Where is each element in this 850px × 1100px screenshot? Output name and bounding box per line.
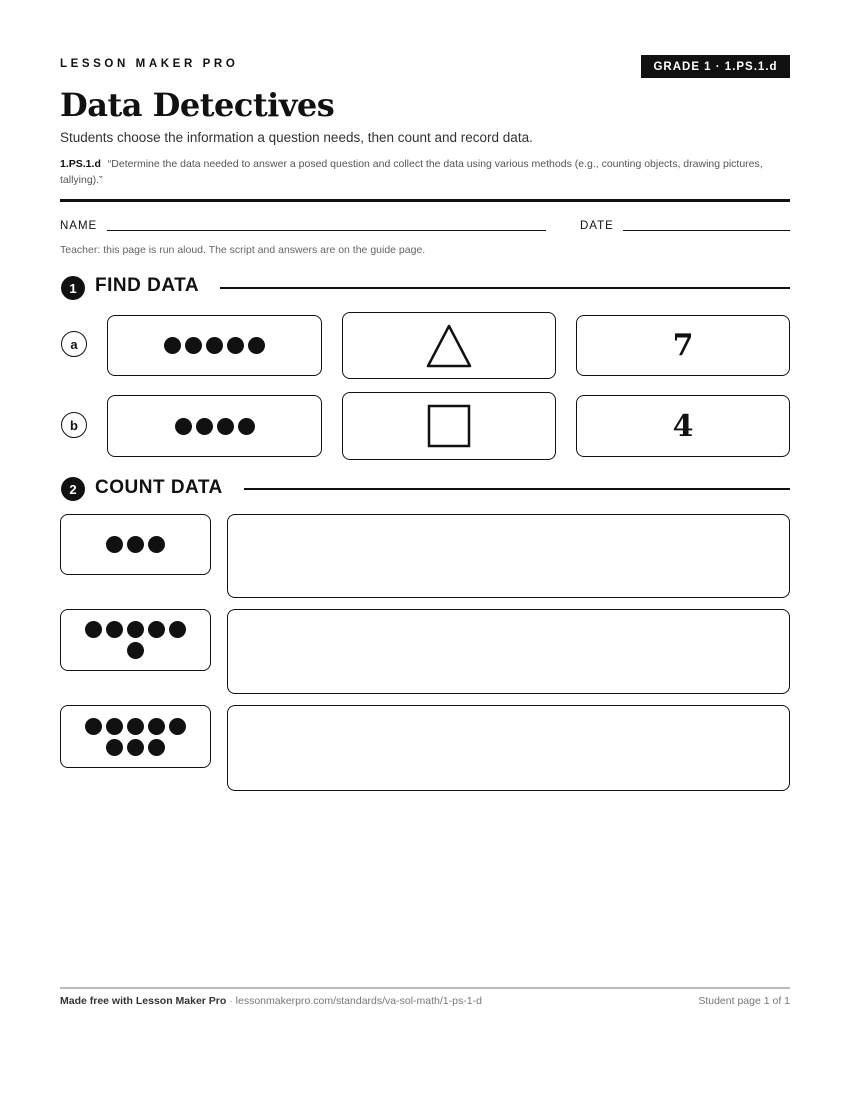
standard-description [60,156,790,188]
footer-page-number: Student page 1 of 1 [698,995,790,1007]
dot-group [175,418,255,435]
counting-dot [148,621,165,638]
counting-dot [164,337,181,354]
row-a-shape-card[interactable] [342,312,556,379]
counting-dot [127,536,144,553]
counting-dot [127,642,144,659]
standard-text: “Determine the data needed to answer a posed question and collect the data using various methods (e.g., counting objects, drawing pictures, tallying).” [60,158,763,186]
section-1-title: FIND DATA [95,275,200,296]
section-2-title: COUNT DATA [95,477,223,498]
dot-row [106,739,165,756]
row-b-dots-card[interactable] [107,395,322,457]
count-row-3-answer-box[interactable] [227,705,790,791]
date-label: DATE [580,220,614,232]
page-subtitle: Students choose the information a question needs, then count and record data. [60,130,533,145]
count-row-1-answer-box[interactable] [227,514,790,598]
counting-dot [127,621,144,638]
row-a-number-card[interactable] [576,315,790,376]
dot-row [106,536,165,553]
square-icon [426,403,472,449]
dot-group [164,337,265,354]
counting-dot [175,418,192,435]
counting-dot [85,621,102,638]
row-b-number-card[interactable] [576,395,790,457]
counting-dot [106,536,123,553]
count-row-2-dots-card [60,609,211,671]
brand-name: LESSON MAKER PRO [60,58,239,70]
dot-group [106,536,165,553]
footer-url[interactable]: · lessonmakerpro.com/standards/va-sol-math/1-ps-1-d [226,995,482,1007]
header-divider [60,199,790,202]
triangle-icon [425,323,473,369]
count-row-3-dots-card [60,705,211,768]
footer-divider [60,987,790,989]
dot-row [127,642,144,659]
counting-dot [127,739,144,756]
name-label: NAME [60,220,98,232]
name-field[interactable] [107,230,546,231]
page-title: Data Detectives [60,86,335,124]
counting-dot [106,739,123,756]
section-1-number: 1 [61,276,85,300]
counting-dot [227,337,244,354]
counting-dot [169,718,186,735]
counting-dot [238,418,255,435]
section-1-rule [220,287,790,289]
counting-dot [85,718,102,735]
counting-dot [248,337,265,354]
counting-dot [148,718,165,735]
footer-made-with: Made free with Lesson Maker Pro [60,995,227,1007]
footer-credit [60,995,482,1007]
row-a-number: 7 [672,328,694,363]
counting-dot [148,739,165,756]
row-b-shape-card[interactable] [342,392,556,460]
count-row-1-dots-card [60,514,211,575]
counting-dot [127,718,144,735]
date-field[interactable] [623,230,790,231]
dot-row [85,718,186,735]
dot-row [85,621,186,638]
counting-dot [148,536,165,553]
counting-dot [185,337,202,354]
row-a-dots-card[interactable] [107,315,322,376]
grade-badge: GRADE 1 · 1.PS.1.d [641,55,790,78]
section-2-rule [244,488,790,490]
row-b-number: 4 [672,408,694,444]
row-a-label: a [61,331,87,357]
section-2-number: 2 [61,477,85,501]
counting-dot [106,621,123,638]
counting-dot [217,418,234,435]
counting-dot [196,418,213,435]
counting-dot [106,718,123,735]
dot-group [85,718,186,756]
count-row-2-answer-box[interactable] [227,609,790,694]
counting-dot [169,621,186,638]
dot-group [85,621,186,659]
row-b-label: b [61,412,87,438]
teacher-note: Teacher: this page is run aloud. The script and answers are on the guide page. [60,244,426,256]
standard-code: 1.PS.1.d [60,158,101,170]
counting-dot [206,337,223,354]
